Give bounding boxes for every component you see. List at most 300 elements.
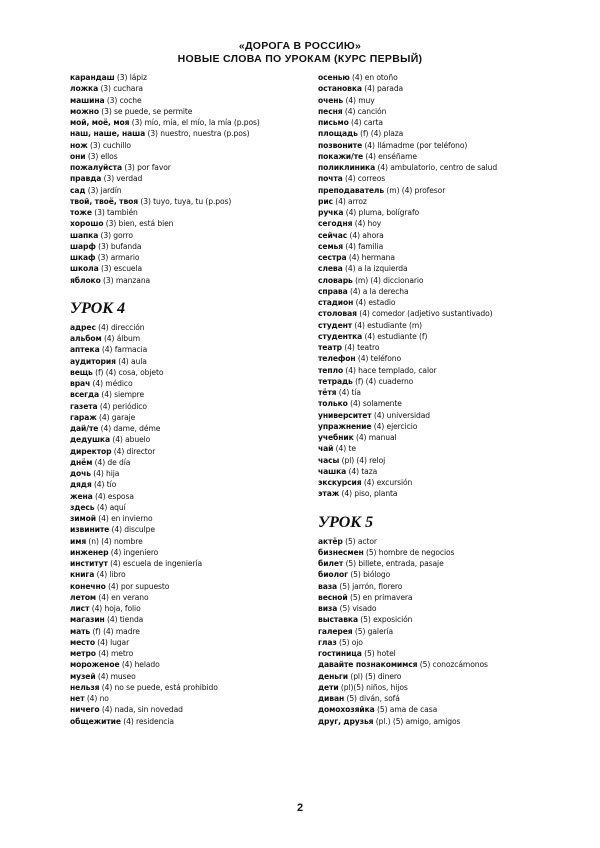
vocab-word: дети (318, 682, 339, 692)
vocab-definition: (4) excursión (361, 478, 413, 487)
vocab-word: чашка (318, 466, 347, 476)
vocab-word: глаз (318, 637, 337, 647)
vocab-word: здесь (70, 502, 95, 512)
vocab-entry (70, 558, 310, 569)
vocab-definition: (4) disculpe (109, 525, 155, 535)
vocab-definition: (4) teatro (342, 343, 380, 352)
vocab-definition: (5) ojo (336, 637, 363, 647)
vocab-word: твой, твоё, твоя (70, 196, 139, 206)
vocab-entry (318, 659, 548, 670)
vocab-entry (70, 252, 310, 263)
vocab-word: университет (318, 410, 372, 420)
vocab-definition: (f) (4) cosa, objeto (92, 367, 164, 377)
vocab-definition: (pl) (5) dinero (348, 671, 402, 681)
vocab-word: пожалуйста (70, 163, 123, 172)
vocab-word: машина (70, 95, 105, 105)
vocab-word: нет (70, 694, 85, 703)
vocab-word: словарь (318, 275, 353, 285)
vocab-definition: (4) siempre (99, 390, 145, 400)
vocab-entry (70, 367, 310, 378)
vocab-entry (70, 83, 310, 94)
vocab-definition: (4) hermana (346, 253, 395, 262)
vocab-definition: (4) te (333, 444, 356, 454)
vocab-entry (70, 344, 310, 355)
vocab-entry (318, 128, 548, 139)
vocab-entry (70, 716, 310, 727)
vocab-definition: (m) (4) profesor (384, 185, 446, 195)
vocab-entry (318, 218, 548, 229)
vocab-list-lesson5 (318, 536, 548, 727)
vocab-definition: (3) ellos (85, 151, 118, 161)
vocab-entry (70, 401, 310, 412)
vocab-definition: (4) canción (342, 106, 387, 116)
vocab-word: шапка (70, 230, 99, 240)
vocab-entry (70, 581, 310, 592)
vocab-definition: (3) cuchara (98, 84, 143, 94)
vocab-word: аптека (70, 345, 100, 355)
vocab-word: конечно (70, 581, 106, 591)
vocab-definition: (5) visado (337, 604, 377, 613)
vocab-word: сад (70, 185, 86, 195)
vocab-word: хорошо (70, 219, 104, 229)
vocab-entry (70, 207, 310, 218)
vocab-entry (70, 128, 310, 139)
vocab-word: нельзя (70, 682, 100, 692)
vocab-entry (70, 603, 310, 614)
vocab-entry (70, 502, 310, 513)
vocab-entry (70, 378, 310, 389)
vocab-entry (318, 421, 548, 432)
vocab-definition: (4) escuela de ingeniería (107, 559, 203, 568)
vocab-entry (318, 626, 548, 637)
vocab-word: книга (70, 570, 95, 580)
vocab-word: биолог (318, 570, 348, 580)
vocab-entry (70, 468, 310, 479)
vocab-definition: (4) ambulatorio, centro de salud (375, 163, 498, 172)
vocab-entry (70, 322, 310, 333)
vocab-definition: (4) en invierno (95, 514, 153, 523)
vocab-word: магазин (70, 615, 105, 625)
vocab-entry (70, 693, 310, 704)
vocab-entry (318, 488, 548, 499)
vocab-entry (70, 389, 310, 400)
vocab-word: часы (318, 455, 340, 465)
vocab-word: правда (70, 174, 102, 184)
vocab-definition: (4) carta (348, 118, 383, 127)
vocab-word: только (318, 399, 348, 409)
vocab-word: нож (70, 140, 88, 150)
vocab-word: семья (318, 241, 344, 251)
vocab-entry (70, 434, 310, 445)
vocab-list-lesson4 (70, 322, 310, 727)
vocab-entry (318, 547, 548, 558)
vocab-definition: (3) mío, mía, el mío, la mía (p.pos) (129, 118, 260, 127)
vocab-definition: (4) ejercicio (371, 421, 418, 431)
vocab-word: актёр (318, 536, 343, 546)
vocab-word: слева (318, 264, 343, 274)
vocab-entry (318, 173, 548, 184)
vocab-definition: (4) no se puede, está prohibido (99, 682, 218, 692)
vocab-entry (318, 569, 548, 580)
vocab-entry (318, 671, 548, 682)
vocab-entry (70, 72, 310, 83)
vocab-definition: (3) coche (104, 95, 142, 105)
vocab-word: врач (70, 379, 91, 388)
vocab-word: ничего (70, 705, 100, 715)
vocab-word: виза (318, 604, 338, 613)
vocab-definition: (4) esposa (92, 491, 134, 501)
vocab-word: институт (70, 559, 108, 568)
vocab-definition: (m) (4) diccionario (352, 275, 424, 285)
vocab-entry (318, 376, 548, 387)
vocab-word: яблоко (70, 275, 101, 285)
vocab-definition: (5) actor (342, 536, 377, 546)
vocab-entry (70, 671, 310, 682)
vocab-entry (318, 83, 548, 94)
vocab-entry (70, 524, 310, 535)
vocab-definition: (pl)(5) niños, hijos (338, 682, 408, 692)
vocab-entry (70, 682, 310, 693)
vocab-word: имя (70, 536, 87, 546)
vocab-entry (318, 536, 548, 547)
vocab-definition: (4) en otoño (349, 73, 398, 82)
vocab-definition: (4) aquí (94, 502, 126, 512)
vocab-definition: (4) muy (343, 95, 375, 105)
vocab-definition: (4) en verano (96, 592, 149, 602)
vocab-definition: (4) dirección (95, 322, 145, 332)
vocab-definition: (4) comedor (adjetivo sustantivado) (356, 309, 493, 319)
vocab-definition: (4) nada, sin novedad (99, 705, 183, 715)
vocab-definition: (5) galería (352, 626, 394, 636)
vocab-word: дочь (70, 469, 91, 478)
vocab-definition: (4) hija (90, 469, 120, 478)
vocab-definition: (3) manzana (100, 275, 151, 285)
vocab-word: карандаш (70, 73, 115, 82)
vocab-entry (70, 95, 310, 106)
vocab-word: метро (70, 649, 96, 658)
vocab-word: письмо (318, 118, 349, 127)
vocab-word: ложка (70, 84, 99, 94)
vocab-entry (318, 682, 548, 693)
vocab-word: позвоните (318, 140, 363, 150)
vocab-entry (70, 356, 310, 367)
vocab-definition: (f) (4) madre (90, 626, 140, 636)
vocab-word: всегда (70, 390, 100, 400)
vocab-entry (318, 398, 548, 409)
vocab-word: столовая (318, 309, 357, 319)
vocab-definition: (4) ahora (347, 230, 384, 240)
vocab-definition: (3) verdad (101, 174, 143, 184)
vocab-entry (318, 308, 548, 319)
vocab-definition: (4) abuelo (110, 435, 151, 445)
vocab-definition: (4) parada (361, 84, 404, 94)
vocab-word: сестра (318, 253, 347, 262)
vocab-entry (318, 275, 548, 286)
vocab-entry (70, 140, 310, 151)
vocab-entry (318, 716, 548, 727)
vocab-word: телефон (318, 354, 356, 364)
vocab-word: адрес (70, 322, 96, 332)
vocab-word: домохозяйка (318, 705, 375, 715)
vocab-entry (70, 423, 310, 434)
vocab-word: гостиница (318, 649, 362, 658)
vocab-word: ваза (318, 581, 338, 591)
vocab-entry (70, 513, 310, 524)
vocab-list-lesson3 (70, 72, 310, 286)
vocab-entry (70, 704, 310, 715)
vocab-word: мой, моё, моя (70, 118, 130, 127)
vocab-entry (70, 218, 310, 229)
vocab-word: днём (70, 457, 93, 467)
vocab-word: тоже (70, 208, 92, 217)
vocab-entry (318, 252, 548, 263)
vocab-word: покажи/те (318, 151, 364, 161)
vocab-entry (70, 457, 310, 468)
vocab-word: место (70, 637, 95, 647)
vocab-definition: (4) hoja, folio (89, 604, 141, 613)
vocab-word: площадь (318, 129, 358, 139)
vocab-definition: (4) ingeniero (108, 547, 159, 557)
vocab-word: дедушка (70, 435, 111, 445)
vocab-word: вещь (70, 367, 93, 377)
vocab-entry (70, 162, 310, 173)
vocab-entry (318, 196, 548, 207)
vocab-definition: (3) armario (95, 253, 140, 262)
vocab-word: извините (70, 525, 110, 535)
vocab-definition: (3) lápiz (114, 73, 147, 82)
vocab-entry (70, 569, 310, 580)
vocab-entry (70, 637, 310, 648)
vocab-definition: (4) solamente (347, 399, 402, 409)
vocab-definition: (4) a la izquierda (342, 264, 408, 274)
vocab-word: дай/те (70, 424, 99, 433)
vocab-word: можно (70, 106, 99, 116)
vocab-definition: (4) no (84, 694, 109, 703)
vocab-word: ручка (318, 208, 344, 217)
vocab-definition: (5) conozcámonos (417, 660, 488, 670)
vocab-entry (70, 659, 310, 670)
vocab-word: аудитория (70, 356, 116, 366)
vocab-entry (70, 412, 310, 423)
document-subtitle: НОВЫЕ СЛОВА ПО УРОКАМ (КУРС ПЕРВЫЙ) (177, 53, 423, 65)
vocab-word: тётя (318, 388, 337, 397)
vocab-entry (70, 241, 310, 252)
vocab-entry (318, 581, 548, 592)
vocab-word: сейчас (318, 230, 348, 240)
vocab-word: дядя (70, 480, 92, 490)
vocab-definition: (4) estudiante (f) (362, 331, 428, 341)
vocab-entry (318, 162, 548, 173)
vocab-word: общежитие (70, 716, 121, 726)
vocab-definition: (3) cuchillo (87, 140, 131, 150)
vocab-word: билет (318, 559, 344, 568)
vocab-word: студентка (318, 331, 363, 341)
vocab-word: гараж (70, 412, 97, 422)
vocab-definition: (3) jardín (85, 185, 122, 195)
vocab-entry (318, 140, 548, 151)
vocab-entry (70, 106, 310, 117)
vocab-entry (70, 626, 310, 637)
vocab-definition: (4) correos (342, 174, 386, 184)
vocab-word: деньги (318, 671, 349, 681)
vocab-definition: (5) diván, sofá (344, 694, 400, 703)
vocab-word: рис (318, 196, 333, 206)
vocab-entry (318, 387, 548, 398)
vocab-word: зимой (70, 514, 96, 523)
right-column (318, 72, 548, 727)
vocab-word: бизнесмен (318, 547, 364, 557)
vocab-definition: (4) hace templado, calor (343, 365, 437, 375)
vocab-definition: (4) farmacia (99, 345, 148, 355)
vocab-entry (318, 637, 548, 648)
vocab-entry (318, 331, 548, 342)
vocab-word: диван (318, 694, 345, 703)
vocab-definition: (4) pluma, bolígrafo (343, 208, 420, 217)
vocab-entry (318, 558, 548, 569)
vocab-definition: (4) médico (90, 379, 133, 388)
vocab-definition: (4) llámadme (por teléfono) (362, 140, 468, 150)
vocab-entry (318, 466, 548, 477)
vocab-definition: (4) por supuesto (105, 581, 170, 591)
vocab-definition: (3) se puede, se permite (98, 106, 193, 116)
vocab-word: друг, друзья (318, 716, 374, 726)
vocab-word: наш, наше, наша (70, 129, 146, 139)
vocab-entry (70, 547, 310, 558)
vocab-word: сегодня (318, 219, 353, 229)
vocab-word: летом (70, 592, 97, 602)
vocab-entry (318, 410, 548, 421)
vocab-word: жена (70, 491, 93, 501)
vocab-definition: (5) biólogo (348, 570, 391, 580)
vocab-word: стадион (318, 298, 354, 307)
vocab-entry (318, 263, 548, 274)
vocab-definition: (4) museo (95, 671, 136, 681)
vocab-entry (318, 432, 548, 443)
vocab-word: директор (70, 446, 112, 456)
vocab-word: шарф (70, 241, 96, 251)
vocab-definition: (4) estudiante (m) (352, 320, 422, 330)
vocab-entry (318, 117, 548, 128)
vocab-word: преподаватель (318, 185, 385, 195)
vocab-definition: (4) arroz (332, 196, 367, 206)
vocab-definition: (4) piso, planta (339, 489, 398, 499)
vocab-definition: (pl.) (5) amigo, amigos (373, 716, 461, 726)
vocab-entry (70, 263, 310, 274)
vocab-entry (70, 479, 310, 490)
vocab-entry (318, 614, 548, 625)
vocab-definition: (4) aula (115, 356, 147, 366)
vocab-entry (318, 230, 548, 241)
vocab-definition: (3) escuela (98, 264, 143, 274)
vocab-entry (70, 117, 310, 128)
vocab-entry (70, 648, 310, 659)
vocab-entry (70, 173, 310, 184)
section-heading-lesson4: УРОК 4 (70, 299, 126, 317)
vocab-entry (318, 693, 548, 704)
vocab-definition: (5) en primavera (347, 592, 413, 602)
vocab-word: песня (318, 106, 343, 116)
vocab-entry (318, 592, 548, 603)
document-title: «ДОРОГА В РОССИЮ» (238, 40, 362, 52)
vocab-definition: (pl) (4) reloj (339, 455, 386, 465)
vocab-entry (318, 365, 548, 376)
vocab-word: тетрадь (318, 376, 353, 386)
vocab-definition: (4) hoy (352, 219, 382, 229)
vocab-entry (318, 603, 548, 614)
vocab-entry (70, 536, 310, 547)
vocab-definition: (3) bien, está bien (103, 219, 174, 229)
vocab-definition: (4) residencia (120, 716, 174, 726)
vocab-entry (318, 704, 548, 715)
vocab-word: инженер (70, 547, 109, 557)
vocab-word: очень (318, 95, 344, 105)
page-number: 2 (296, 802, 304, 814)
vocab-definition: (4) taza (346, 466, 378, 476)
vocab-entry (70, 275, 310, 286)
vocab-entry (318, 106, 548, 117)
vocab-entry (318, 297, 548, 308)
vocab-definition: (3) bufanda (95, 241, 142, 251)
vocab-definition: (4) enséñame (363, 151, 417, 161)
vocab-definition: (4) tienda (104, 615, 144, 625)
vocab-entry (318, 185, 548, 196)
vocab-word: остановка (318, 84, 362, 94)
vocab-definition: (4) álbum (101, 334, 141, 343)
vocab-entry (318, 151, 548, 162)
vocab-word: студент (318, 320, 353, 330)
vocab-entry (318, 241, 548, 252)
vocab-word: газета (70, 401, 98, 411)
vocab-entry (70, 614, 310, 625)
vocab-entry (318, 477, 548, 488)
vocab-entry (318, 353, 548, 364)
vocab-word: мать (70, 626, 91, 636)
page-header (0, 40, 600, 66)
vocab-entry (318, 342, 548, 353)
vocab-word: упражнение (318, 421, 372, 431)
vocab-entry (318, 320, 548, 331)
vocab-word: они (70, 151, 86, 161)
vocab-entry (70, 196, 310, 207)
vocab-word: весной (318, 592, 348, 602)
vocab-word: давайте познакомимся (318, 660, 418, 670)
vocab-definition: (3) tuyo, tuya, tu (p.pos) (138, 196, 232, 206)
vocab-entry (318, 95, 548, 106)
vocab-word: справа (318, 286, 348, 296)
vocab-entry (70, 592, 310, 603)
vocab-definition: (4) tía (336, 388, 361, 397)
vocab-definition: (5) jarrón, florero (337, 581, 403, 591)
vocab-definition: (4) dame, déme (98, 424, 161, 433)
vocab-entry (318, 648, 548, 659)
vocab-definition: (4) tío (91, 480, 117, 490)
vocab-definition: (4) teléfono (355, 354, 402, 364)
vocab-word: театр (318, 343, 343, 352)
vocab-word: галерея (318, 626, 353, 636)
vocab-entry (318, 207, 548, 218)
vocab-definition: (f) (4) cuaderno (352, 376, 414, 386)
left-column (70, 72, 310, 727)
vocab-definition: (4) estadio (353, 298, 396, 307)
vocab-entry (70, 151, 310, 162)
vocab-word: осенью (318, 73, 350, 82)
vocab-definition: (3) nuestro, nuestra (p.pos) (145, 129, 250, 139)
vocab-word: экскурсия (318, 478, 362, 487)
vocab-word: чай (318, 444, 334, 454)
vocab-definition: (f) (4) plaza (357, 129, 404, 139)
vocab-word: музей (70, 671, 96, 681)
vocab-definition: (5) exposición (357, 615, 413, 625)
